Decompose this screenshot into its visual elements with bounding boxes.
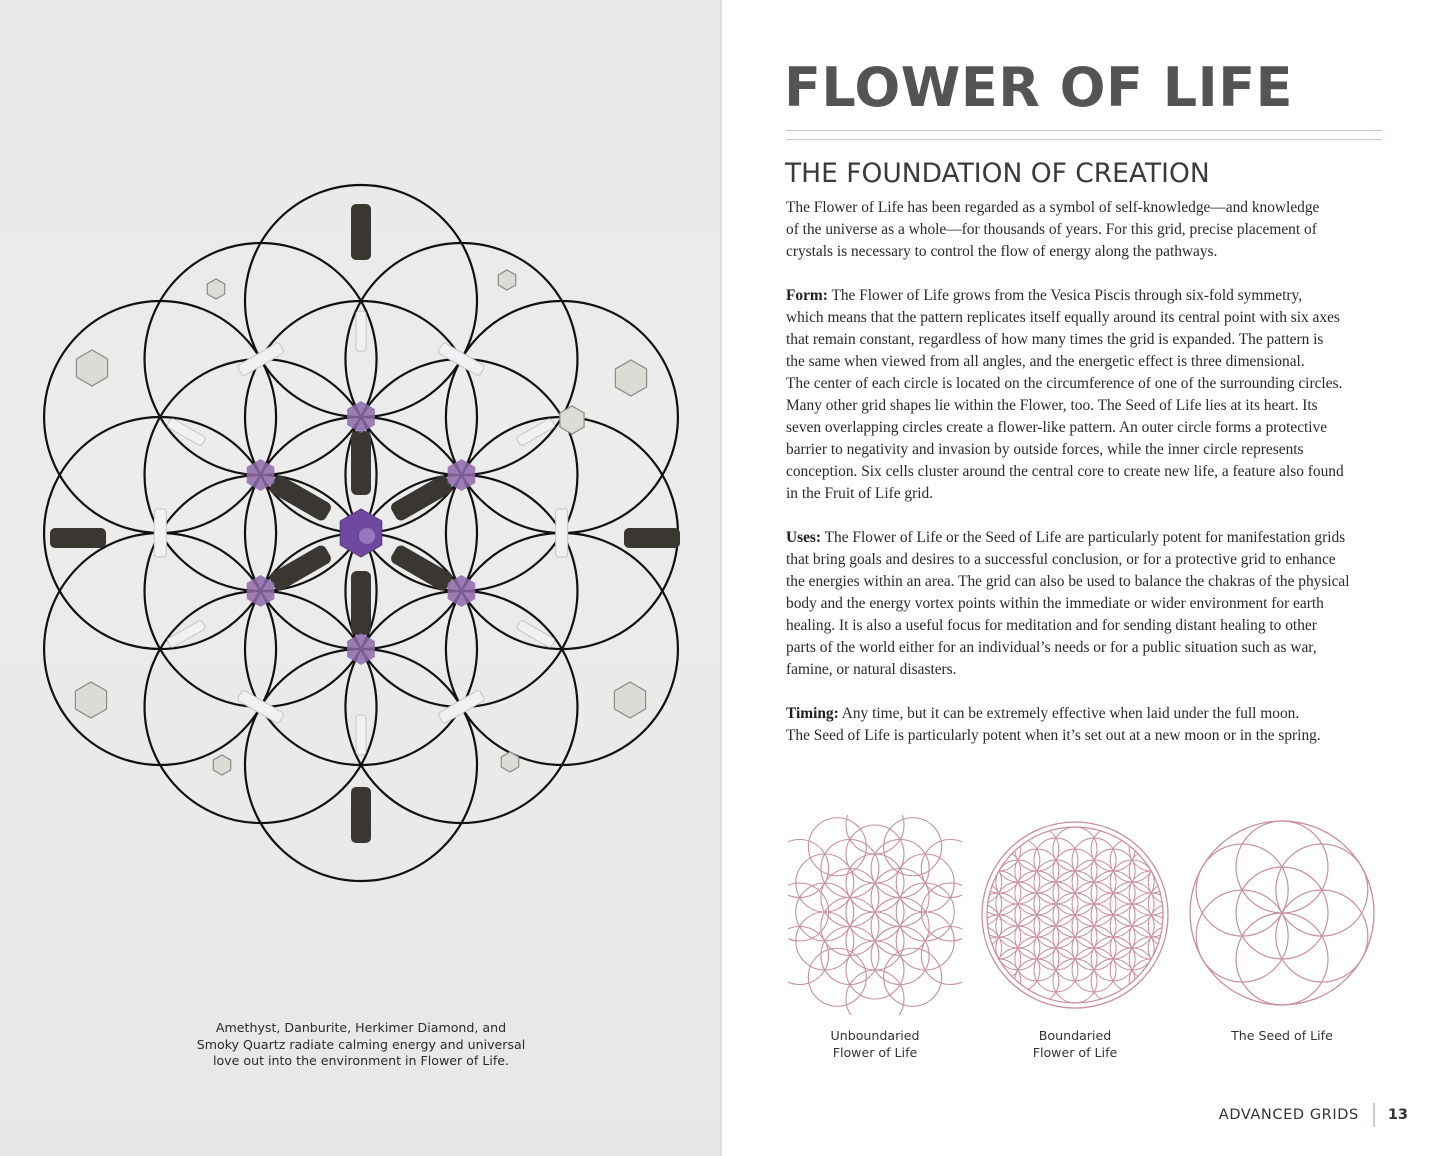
diagram-circle [1224, 882, 1268, 926]
photo-caption [180, 1020, 542, 1070]
text-line: body and the energy vortex points within the immediate or wider environment for earth [786, 595, 1324, 612]
danburite-crystal [556, 509, 568, 557]
diagram-label-unboundaried [775, 1028, 975, 1061]
text-fragment: Any time, but it can be extremely effective when laid under the full moon. [838, 705, 1300, 722]
diagram-label-seed-of-life [1182, 1028, 1382, 1045]
diagram-circle [1167, 915, 1211, 959]
diagram-circle [958, 948, 1002, 992]
herkimer-diamond [560, 406, 584, 434]
diagram-circle [1148, 904, 1192, 948]
amethyst-point [347, 633, 375, 665]
diagram-circle [1301, 904, 1345, 948]
diagram-circle [862, 827, 906, 871]
amethyst-point [347, 401, 375, 433]
diagram-circle [1167, 893, 1211, 937]
smoky-quartz-wand [351, 431, 371, 495]
diagram-circle [939, 849, 983, 893]
crystal-highlight [359, 528, 375, 544]
diagram-circle [1129, 959, 1173, 1003]
diagram-circle [862, 937, 906, 981]
diagram-circle [884, 948, 942, 1006]
danburite-crystal [356, 311, 366, 351]
text-line: conception. Six cells cluster around the central core to create new life, a feature also found [786, 463, 1344, 480]
herkimer-diamond [614, 682, 645, 718]
diagram-circle [939, 893, 983, 937]
diagram-circle [977, 959, 1021, 1003]
text-line: in the Fruit of Life grid. [786, 485, 934, 502]
seed-of-life-diagram [1190, 821, 1374, 1005]
crystals [50, 204, 680, 843]
outer-smoky-quartz [351, 787, 371, 843]
diagram-circle [1186, 948, 1230, 992]
diagram-circle [884, 818, 942, 876]
text-fragment: The Flower of Life grows from the Vesica Piscis through six-fold symmetry, [827, 287, 1303, 304]
diagram-circle [1282, 827, 1326, 871]
diagram-circle [1244, 915, 1288, 959]
diagram-circle [1205, 827, 1249, 871]
herkimer-diamond [76, 350, 107, 386]
diagram-circle [1205, 937, 1249, 981]
flower-of-life-crystal-grid-photo [0, 0, 722, 1156]
text-line: that bring goals and desires to a successful conclusion, or for a protective grid to enhance [786, 551, 1336, 568]
diagram-circle [1224, 860, 1268, 904]
danburite-crystal [516, 418, 556, 447]
diagram-circle [1167, 937, 1211, 981]
label-line: Unboundaried [830, 1028, 920, 1043]
text-line: the same when viewed from all angles, and the energetic effect is three dimensional. [786, 353, 1305, 370]
text-line: famine, or natural disasters. [786, 661, 957, 678]
section-subtitle: THE FOUNDATION OF CREATION [785, 158, 1210, 189]
running-footer-section: ADVANCED GRIDS [1218, 1107, 1359, 1123]
diagram-label-boundaried [975, 1028, 1175, 1061]
herkimer-diamond [498, 270, 515, 290]
caption-line: Smoky Quartz radiate calming energy and universal [196, 1036, 526, 1052]
timing-label: Timing: [786, 705, 839, 722]
text-line: Many other grid shapes lie within the Flower, too. The Seed of Life lies at its heart. Its [786, 397, 1318, 414]
diagram-circle [1167, 959, 1211, 1003]
diagram-circle [1186, 838, 1230, 882]
text-line: crystals is necessary to control the flow of energy along the pathways. [786, 243, 1218, 260]
amethyst-point [448, 459, 476, 491]
diagram-circle [977, 827, 1021, 871]
page-footer [1219, 1103, 1408, 1127]
text-line: The center of each circle is located on the circumference of one of the surrounding circles. [786, 375, 1343, 392]
herkimer-diamond [213, 755, 230, 775]
label-line: Flower of Life [1032, 1044, 1118, 1060]
caption-line: love out into the environment in Flower of Life. [212, 1053, 510, 1068]
text-line: barrier to negativity and invasion by outside forces, while the inner circle represents [786, 441, 1304, 458]
left-page-photo [0, 0, 722, 1156]
herkimer-diamond [615, 360, 646, 396]
danburite-crystal [154, 509, 166, 557]
text-line: the energies within an area. The grid can also be used to balance the chakras of the physical [786, 573, 1350, 590]
text-line: that remain constant, regardless of how many times the grid is expanded. The pattern is [786, 331, 1324, 348]
diagram-circle [1282, 959, 1326, 1003]
page-title: FLOWER OF LIFE [784, 56, 1293, 119]
diagram-circle [1167, 827, 1211, 871]
form-label: Form: [786, 287, 828, 304]
diagram-circle [1263, 838, 1307, 882]
text-line: of the universe as a whole—for thousands of years. For this grid, precise placement of [786, 221, 1317, 238]
outer-smoky-quartz [351, 204, 371, 260]
caption-line: Amethyst, Danburite, Herkimer Diamond, and [215, 1020, 507, 1035]
sacred-geometry-diagrams [722, 0, 1445, 1156]
diagram-circle [808, 948, 866, 1006]
danburite-crystal [516, 620, 556, 649]
label-line: Flower of Life [832, 1044, 918, 1060]
smoky-quartz-wand [351, 571, 371, 635]
diagram-circle [1148, 882, 1192, 926]
diagram-circle [1129, 827, 1173, 871]
text-line: which means that the pattern replicates itself equally around its central point with six axes [786, 309, 1340, 326]
outer-smoky-quartz [624, 528, 680, 548]
herkimer-diamond [75, 682, 106, 718]
diagram-circle [958, 838, 1002, 882]
unboundaried-flower-diagram [771, 796, 980, 1028]
herkimer-diamond [501, 752, 518, 772]
diagram-circle [1148, 948, 1192, 992]
text-fragment: The Flower of Life or the Seed of Life are particularly potent for manifestation grids [821, 529, 1346, 546]
diagram-circle [1186, 860, 1230, 904]
diagram-circle [939, 937, 983, 981]
amethyst-point [247, 459, 275, 491]
text-line: The Flower of Life has been regarded as a symbol of self-knowledge—and knowledge [786, 199, 1320, 216]
label-line: Boundaried [1038, 1028, 1112, 1043]
herkimer-diamond [207, 279, 224, 299]
diagram-circle [939, 959, 983, 1003]
page-number: 13 [1387, 1107, 1408, 1123]
uses-label: Uses: [786, 529, 822, 546]
footer-divider [1373, 1103, 1375, 1127]
diagram-circle [1148, 838, 1192, 882]
text-line: seven overlapping circles create a flower-like pattern. An outer circle forms a protective [786, 419, 1328, 436]
amethyst-point [247, 575, 275, 607]
diagram-circle [939, 871, 983, 915]
danburite-crystal [166, 418, 206, 447]
danburite-crystal [356, 715, 366, 755]
diagram-circle [958, 882, 1002, 926]
text-line: The Seed of Life is particularly potent when it’s set out at a new moon or in the spring. [786, 727, 1321, 744]
diagram-circle [958, 904, 1002, 948]
diagram-circle [1244, 849, 1288, 893]
label-line: The Seed of Life [1231, 1028, 1333, 1043]
diagram-circle [939, 915, 983, 959]
diagram-circle [1205, 893, 1249, 937]
outer-smoky-quartz [50, 528, 106, 548]
right-page-text [722, 0, 1445, 1156]
diagram-circle [1244, 871, 1288, 915]
diagram-circle [808, 818, 866, 876]
amethyst-point [448, 575, 476, 607]
diagram-circle [862, 959, 906, 1003]
diagram-circle [1301, 860, 1345, 904]
diagram-circle [1186, 904, 1230, 948]
diagram-circle [1224, 926, 1268, 970]
text-line: parts of the world either for an individual’s needs or for a public situation such as war, [786, 639, 1317, 656]
text-line: healing. It is also a useful focus for meditation and for sending distant healing to other [786, 617, 1317, 634]
diagram-circle [1167, 849, 1211, 893]
danburite-crystal [166, 620, 206, 649]
diagram-circle [862, 893, 906, 937]
diagram-circle [920, 926, 964, 970]
diagram-circle [939, 827, 983, 871]
